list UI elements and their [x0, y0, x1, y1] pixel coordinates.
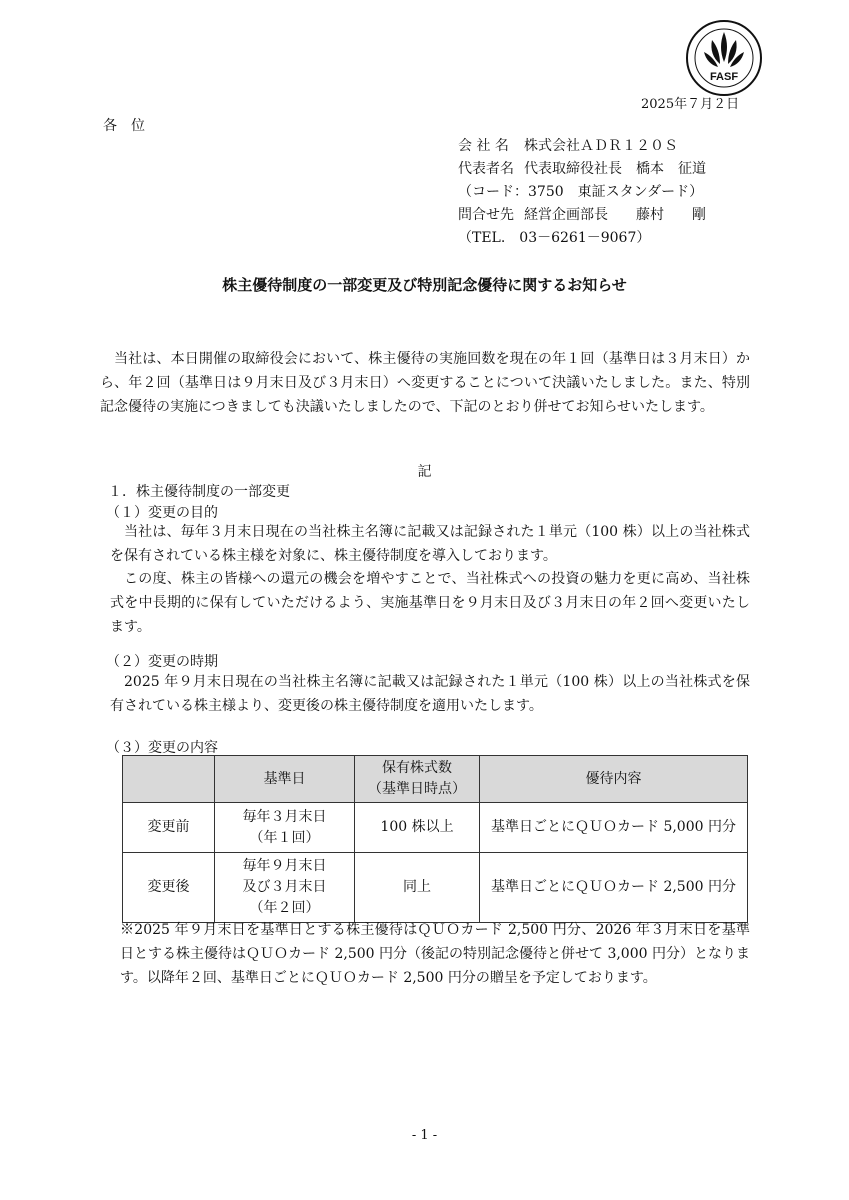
addressee: 各 位	[103, 118, 145, 134]
company-info	[458, 133, 706, 248]
intro-paragraph: 当社は、本日開催の取締役会において、株主優待の実施回数を現在の年１回（基準日は３月末日）から、年２回（基準日は９月末日及び３月末日）へ変更することについて決議いたしました。また、特別記念優待の実施につきましても決議いたしましたので、下記のとおり併せてお知らせいたします。	[100, 351, 750, 415]
row-shares: 同上	[355, 853, 480, 923]
representative: 代表取締役社長 橋本 征道	[524, 160, 706, 177]
company-name-label: 会 社 名	[458, 137, 509, 154]
row-benefit: 基準日ごとにＱＵＯカード 5,000 円分	[480, 803, 748, 853]
document-title: 株主優待制度の一部変更及び特別記念優待に関するお知らせ	[222, 276, 627, 294]
row-label: 変更前	[123, 803, 215, 853]
table-note: ※2025 年９月末日を基準日とする株主優待はＱＵＯカード 2,500 円分、2026 年３月末日を基準日とする株主優待はＱＵＯカード 2,500 円分（後記の特別記念優待と併せて 3,000 円分）となります。以降年２回、基準日ごとにＱＵＯカード 2,500 円分の贈呈を予定しております。	[120, 922, 750, 986]
change-table	[122, 755, 748, 923]
company-name: 株式会社ＡＤＲ１２０Ｓ	[524, 137, 678, 154]
row-benefit: 基準日ごとにＱＵＯカード 2,500 円分	[480, 853, 748, 923]
fasf-logo	[684, 18, 764, 98]
table-header-blank	[123, 756, 215, 803]
table-header-date: 基準日	[215, 756, 355, 803]
sub1-heading: （１）変更の目的	[106, 505, 218, 521]
sub2-paragraph: 2025 年９月末日現在の当社株主名簿に記載又は記録された１単元（100 株）以上の当社株式を保有されている株主様より、変更後の株主優待制度を適用いたします。	[110, 674, 750, 714]
table-header-row	[123, 756, 748, 803]
ki-heading: 記	[417, 464, 432, 480]
sub1-paragraph-1: 当社は、毎年３月末日現在の当社株主名簿に記載又は記録された１単元（100 株）以上の当社株式を保有されている株主様を対象に、株主優待制度を導入しております。	[110, 524, 750, 564]
sub2-heading: （２）変更の時期	[106, 654, 218, 670]
row-date: 毎年３月末日 （年１回）	[215, 803, 355, 853]
sub3-heading: （３）変更の内容	[106, 740, 218, 756]
telephone: （TEL. 03－6261－9067）	[458, 229, 651, 246]
contact: 経営企画部長 藤村 剛	[524, 206, 706, 223]
representative-label: 代表者名	[458, 160, 514, 177]
sub1-paragraph-2: この度、株主の皆様への還元の機会を増やすことで、当社株式への投資の魅力を更に高め、当社株式を中長期的に保有していただけるよう、実施基準日を９月末日及び３月末日の年２回へ変更いたします。	[110, 571, 750, 635]
page-number: - 1 -	[411, 1128, 438, 1143]
table-header-shares: 保有株式数 （基準日時点）	[355, 756, 480, 803]
document-date: 2025年７月２日	[641, 97, 740, 112]
table-row	[123, 853, 748, 923]
table-row	[123, 803, 748, 853]
contact-label: 問合せ先	[458, 206, 514, 223]
logo-abbrev: FASF	[709, 71, 739, 83]
row-shares: 100 株以上	[355, 803, 480, 853]
table-header-benefit: 優待内容	[480, 756, 748, 803]
section1-heading: １．株主優待制度の一部変更	[108, 484, 290, 500]
row-label: 変更後	[123, 853, 215, 923]
stock-code: （コード：3750 東証スタンダード）	[458, 183, 704, 200]
row-date: 毎年９月末日 及び３月末日 （年２回）	[215, 853, 355, 923]
